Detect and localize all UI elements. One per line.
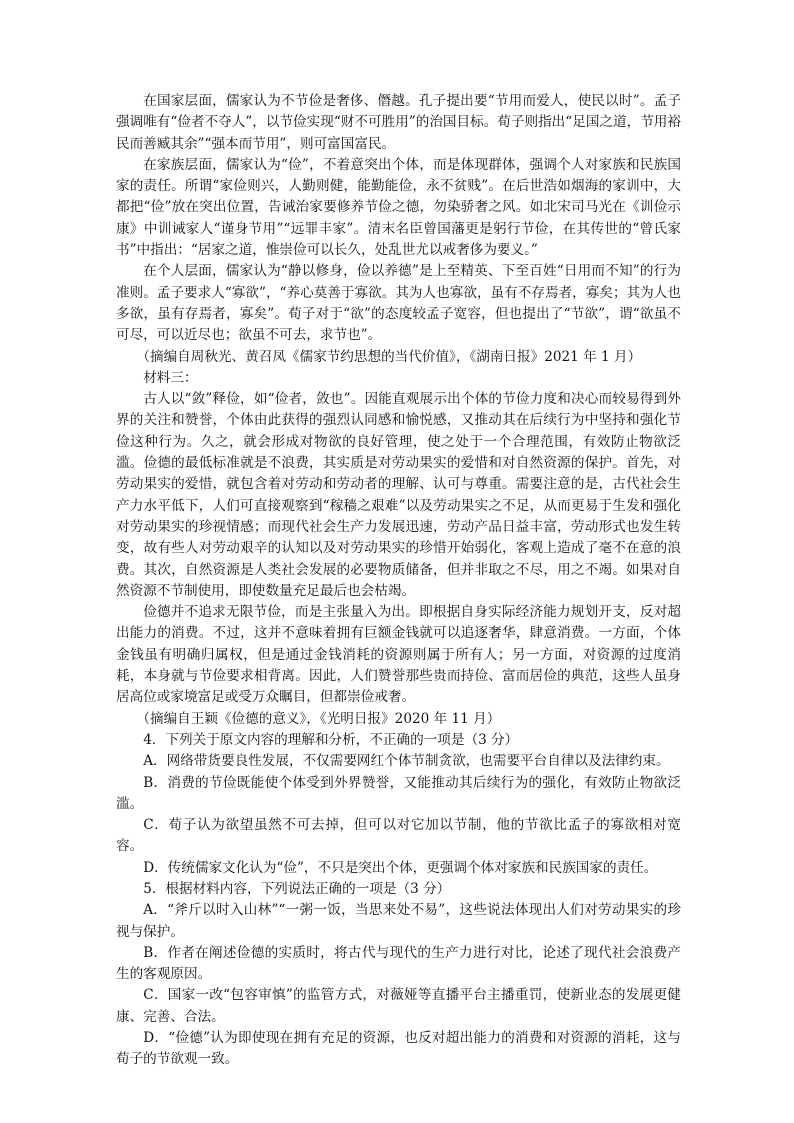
material-three-label: 材料三： (143, 369, 198, 386)
source-citation-1: （摘编自周秋光、黄召凤《儒家节约思想的当代价值》，《湖南日报》2021 年 1 月） (136, 348, 642, 365)
question-5-option-b: B．作者在阐述俭德的实质时，将古代与现代的生产力进行对比，论述了现代社会浪费产生的客观原因。 (116, 944, 681, 983)
paragraph-national-level: 在国家层面，儒家认为不节俭是奢侈、僭越。孔子提出要“节用而爱人，使民以时”。孟子强调唯有“俭者不夺人”，以节俭实现“财不可胜用”的治国目标。荀子则指出“足国之道，节用裕民而善臧其余”“强本而节用”，则可富国富民。 (116, 93, 681, 152)
question-5: 5．根据材料内容，下列说法正确的一项是（3 分） (143, 880, 451, 897)
question-5-option-a: A．“斧斤以时入山林”“一粥一饭，当思来处不易”，这些说法体现出人们对劳动果实的珍视与保护。 (116, 902, 681, 940)
paragraph-material3-1: 古人以“敛”释俭，如“俭者，敛也”。因能直观展示出个体的节俭力度和决心而较易得到外界的关注和赞誉，个体由此获得的强烈认同感和愉悦感，又推动其在后续行为中坚持和强化节俭这种行为。久之，就会形成对物欲的良好管理，使之处于一个合理范围，有效防止物欲泛滥。俭德的最低标准就是不浪费，其实质是对劳动果实的爱惜和对自然资源的保护。首先，对劳动果实的爱惜，就包含着对劳动和劳动者的理解、认可与尊重。需要注意的是，古代社会生产力水平低下，人们可直接观察到“稼穑之艰难”以及劳动果实之不足，从而更易于生发和强化对劳动果实的珍视情感；而现代社会生产力发展迅速，劳动产品日益丰富，劳动形式也发生转变，故有些人对劳动艰辛的认知以及对劳动果实的珍惜开始弱化，客观上造成了毫不在意的浪费。其次，自然资源是人类社会发展的必要物质储备，但并非取之不尽，用之不竭。如果对自然资源不节制使用，即使数量充足最后也会枯竭。 (116, 391, 681, 599)
question-4-option-c: C．荀子认为欲望虽然不可去掉，但可以对它加以节制，他的节欲比孟子的寡欲相对宽容。 (116, 817, 681, 855)
question-4-option-d: D．传统儒家文化认为“俭”，不只是突出个体，更强调个体对家族和民族国家的责任。 (143, 859, 658, 876)
paragraph-material3-2: 俭德并不追求无限节俭，而是主张量入为出。即根据自身实际经济能力规划开支，反对超出能力的消费。不过，这并不意味着拥有巨额金钱就可以追逐奢华，肆意消费。一方面，个体金钱虽有明确归属权，但是通过金钱消耗的资源则属于所有人；另一方面，对资源的过度消耗，本身就与节俭要求相背离。因此，人们赞誉那些贵而持俭、富而居俭的典范，这些人虽身居高位或家境富足或受万众瞩目，但都崇俭戒奢。 (116, 604, 681, 706)
question-4-option-b: B．消费的节俭既能使个体受到外界赞誉，又能推动其后续行为的强化，有效防止物欲泛滥。 (116, 774, 681, 812)
paragraph-family-level: 在家族层面，儒家认为“俭”，不着意突出个体，而是体现群体，强调个人对家族和民族国家的责任。所谓“家俭则兴，人勤则健，能勤能俭，永不贫贱”。在后世浩如烟海的家训中，大都把“俭”放在突出位置，告诫治家要修养节俭之德，勿染骄奢之风。如北宋司马光在《训俭示康》中训诫家人“谨身节用”“远罪丰家”。清末名臣曾国藩更是躬行节俭，在其传世的“曾氏家书”中指出：“居家之道，惟崇俭可以长久，处乱世尤以戒奢侈为要义。” (116, 156, 681, 259)
question-5-option-d: D．“俭德”认为即使现在拥有充足的资源，也反对超出能力的消费和对资源的消耗，这与荀子的节欲观一致。 (116, 1030, 681, 1068)
question-5-option-c: C．国家一改“包容审慎”的监管方式，对薇娅等直播平台主播重罚，使新业态的发展更健康、完善、合法。 (116, 987, 681, 1025)
document-page (116, 91, 681, 1071)
question-4: 4．下列关于原文内容的理解和分析，不正确的一项是（3 分） (143, 731, 519, 748)
source-citation-2: （摘编自王颖《俭德的意义》，《光明日报》2020 年 11 月） (136, 710, 501, 727)
paragraph-individual-level: 在个人层面，儒家认为“静以修身，俭以养德”是上至精英、下至百姓“日用而不知”的行为准则。孟子要求人“寡欲”，“养心莫善于寡欲。其为人也寡欲，虽有不存焉者，寡矣；其为人也多欲，虽有存焉者，寡矣”。荀子对于“欲”的态度较孟子宽容，但也提出了“节欲”，谓“欲虽不可尽，可以近尽也；欲虽不可去，求节也”。 (116, 263, 681, 344)
question-4-option-a: A．网络带货要良性发展，不仅需要网红个体节制贪欲，也需要平台自律以及法律约束。 (143, 753, 670, 770)
